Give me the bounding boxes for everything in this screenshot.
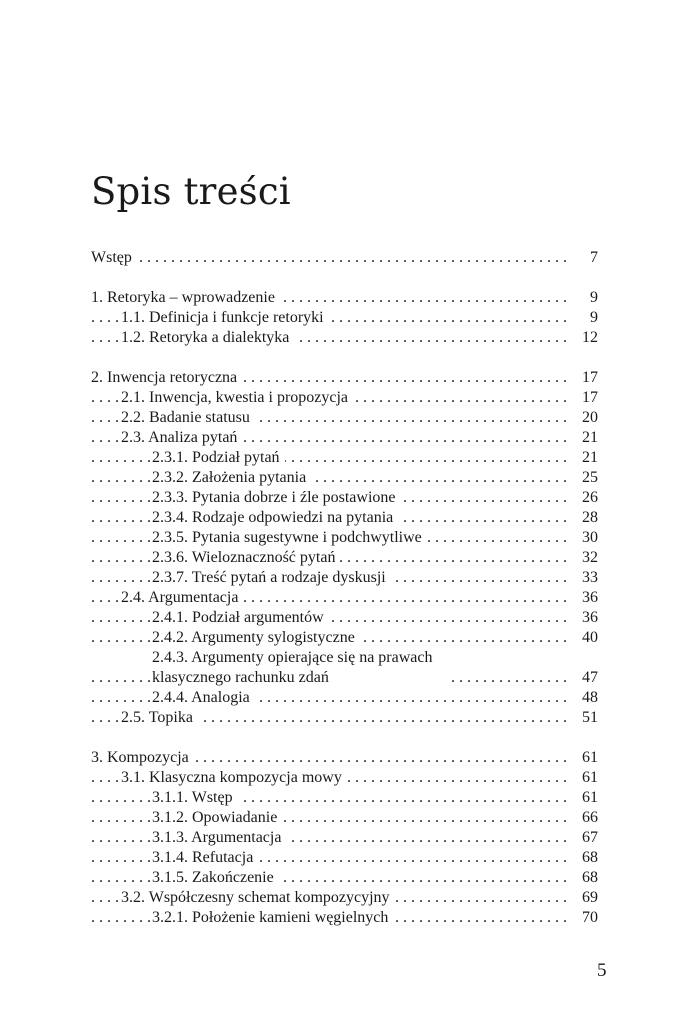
toc-entry-label: 1.1. Definicja i funkcje retoryki xyxy=(121,308,329,328)
toc-entry xyxy=(91,868,598,888)
toc-entry-page: 30 xyxy=(576,528,598,548)
toc-entry xyxy=(91,808,598,828)
toc-entry xyxy=(91,848,598,868)
toc-entry-label: 3.1.1. Wstęp xyxy=(152,788,238,808)
toc-entry-page: 68 xyxy=(576,848,598,868)
toc-entry-page: 9 xyxy=(584,288,598,308)
toc-entry-label: 3.1.2. Opowiadanie xyxy=(152,808,282,828)
toc-entry xyxy=(91,368,598,388)
toc-entry xyxy=(91,688,598,708)
toc-entry xyxy=(91,328,598,348)
toc-entry-label: 2.3.6. Wieloznaczność pytań xyxy=(152,548,340,568)
toc-entry-label: 2.3.1. Podział pytań xyxy=(152,448,285,468)
toc-entry-label: 1. Retoryka – wprowadzenie xyxy=(91,288,280,308)
toc-entry-label: 3. Kompozycja xyxy=(91,748,194,768)
toc-entry-label: 2.3.3. Pytania dobrze i źle postawione xyxy=(152,488,401,508)
toc-entry-page: 28 xyxy=(576,508,598,528)
toc-entry xyxy=(91,708,598,728)
toc-entry-page: 12 xyxy=(576,328,598,348)
toc-entry xyxy=(91,608,598,628)
toc-entry-label: 3.2.1. Położenie kamieni węgielnych xyxy=(152,908,393,928)
toc-entry-page: 25 xyxy=(576,468,598,488)
toc-entry xyxy=(91,288,598,308)
toc-entry xyxy=(91,468,598,488)
toc-entry xyxy=(91,548,598,568)
toc-entry-label: 3.2. Współczesny schemat kompozycyjny xyxy=(121,888,395,908)
toc-entry-label: 3.1.5. Zakończenie xyxy=(152,868,279,888)
toc-entry-label: 1.2. Retoryka a dialektyka xyxy=(121,328,294,348)
toc-entry-label: 3.1. Klasyczna kompozycja mowy xyxy=(121,768,347,788)
toc-entry-page: 20 xyxy=(576,408,598,428)
toc-entry xyxy=(91,888,598,908)
toc-entry-label: 2.3.7. Treść pytań a rodzaje dyskusji xyxy=(152,568,391,588)
page-number: 5 xyxy=(597,960,607,981)
toc-entry-label: 2.5. Topika xyxy=(121,708,198,728)
toc-entry-page: 66 xyxy=(576,808,598,828)
toc-entry-label: 3.1.4. Refutacja xyxy=(152,848,258,868)
toc-entry-page: 68 xyxy=(576,868,598,888)
toc-entry-page: 17 xyxy=(576,368,598,388)
toc-entry-page: 26 xyxy=(576,488,598,508)
toc-entry-page: 40 xyxy=(576,628,598,648)
toc-entry-label: 2.3.2. Założenia pytania xyxy=(152,468,311,488)
toc-entry xyxy=(91,768,598,788)
toc-entry-label: 2.1. Inwencja, kwestia i propozycja xyxy=(121,388,353,408)
toc-entry-page: 67 xyxy=(576,828,598,848)
toc-entry-page: 47 xyxy=(576,668,598,688)
toc-entry-label: 2.4. Argumentacja xyxy=(121,588,243,608)
toc-entry-page: 36 xyxy=(576,588,598,608)
toc-entry-label: 2.2. Badanie statusu xyxy=(121,408,255,428)
toc-entry-label: 2. Inwencja retoryczna xyxy=(91,368,242,388)
toc-entry-page: 17 xyxy=(576,388,598,408)
toc-entry-label: 2.4.4. Analogia xyxy=(152,688,255,708)
toc-entry xyxy=(91,628,598,648)
toc-entry-page: 51 xyxy=(576,708,598,728)
toc-entry-label: 2.3. Analiza pytań xyxy=(121,428,242,448)
toc-entry xyxy=(91,748,598,768)
toc-entry-page: 32 xyxy=(576,548,598,568)
dot-leader xyxy=(91,248,571,268)
toc-entry-page: 70 xyxy=(576,908,598,928)
toc-entry xyxy=(91,908,598,928)
toc-entry xyxy=(91,788,598,808)
toc-entry xyxy=(91,408,598,428)
toc-entry-page: 7 xyxy=(584,248,598,268)
toc-entry xyxy=(91,448,598,468)
toc-entry xyxy=(91,488,598,508)
toc-entry-page: 21 xyxy=(576,448,598,468)
toc-entry-page: 69 xyxy=(576,888,598,908)
toc-entry xyxy=(91,508,598,528)
toc-entry-label: 2.4.3. Argumenty opierające się na prawach klasycznego rachunku zdań xyxy=(152,648,447,688)
toc-entry xyxy=(91,428,598,448)
toc-entry xyxy=(91,648,598,688)
toc-entry-page: 48 xyxy=(576,688,598,708)
page-title: Spis treści xyxy=(91,170,291,213)
toc-entry-label: Wstęp xyxy=(91,248,137,268)
toc-entry xyxy=(91,388,598,408)
toc-entry-page: 9 xyxy=(584,308,598,328)
toc-entry-page: 61 xyxy=(576,748,598,768)
toc-entry-label: 2.4.2. Argumenty sylogistyczne xyxy=(152,628,360,648)
toc-entry-label: 2.3.4. Rodzaje odpowiedzi na pytania xyxy=(152,508,398,528)
toc-entry xyxy=(91,248,598,268)
toc-entry xyxy=(91,568,598,588)
toc-entry-page: 33 xyxy=(576,568,598,588)
toc-entry-label: 2.4.1. Podział argumentów xyxy=(152,608,329,628)
toc-entry-label: 2.3.5. Pytania sugestywne i podchwytliwe xyxy=(152,528,427,548)
toc-entry-page: 36 xyxy=(576,608,598,628)
toc-entry-page: 61 xyxy=(576,788,598,808)
table-of-contents xyxy=(91,248,598,928)
toc-entry-label: 3.1.3. Argumentacja xyxy=(152,828,286,848)
toc-entry-page: 21 xyxy=(576,428,598,448)
toc-entry xyxy=(91,828,598,848)
toc-entry xyxy=(91,528,598,548)
toc-entry-page: 61 xyxy=(576,768,598,788)
toc-entry xyxy=(91,308,598,328)
toc-entry xyxy=(91,588,598,608)
